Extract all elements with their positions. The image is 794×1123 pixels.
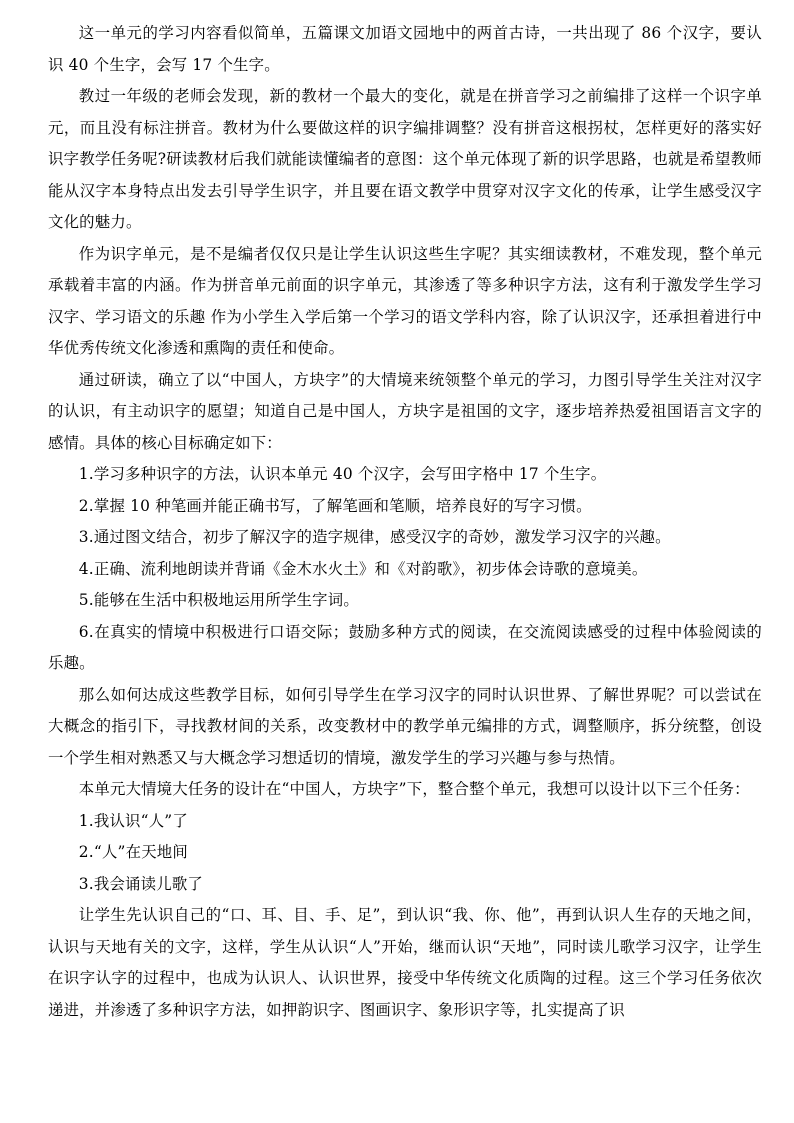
goal-item-6: 6.在真实的情境中积极进行口语交际；鼓励多种方式的阅读，在交流阅读感受的过程中体验阅读的乐趣。 xyxy=(48,622,762,672)
goal-item-5: 5.能够在生活中积极地运用所学生字词。 xyxy=(78,591,359,609)
paragraph-unit-overview: 这一单元的学习内容看似简单，五篇课文加语文园地中的两首古诗，一共出现了 86 个汉字，要认识 40 个生字，会写 17 个生字。 xyxy=(48,24,762,74)
document-body xyxy=(48,18,762,1026)
goal-item-4: 4.正确、流利地朗读并背诵《金木水火土》和《对韵歌》，初步体会诗歌的意境美。 xyxy=(78,559,648,578)
paragraph-textbook-change: 教过一年级的老师会发现，新的教材一个最大的变化，就是在拼音学习之前编排了这样一个识字单元，而且没有标注拼音。教材为什么要做这样的识字编排调整？没有拼音这根拐杖，怎样更好的落实好识字教学任务呢?研读教材后我们就能读懂编者的意图：这个单元体现了新的识学思路，也就是希望教师能从汉字本身特点出发去引导学生识字，并且要在语文教学中贯穿对汉字文化的传承，让学生感受汉字文化的魅力。 xyxy=(48,87,762,231)
goal-item-1: 1.学习多种识字的方法，认识本单元 40 个汉字，会写田字格中 17 个生字。 xyxy=(78,465,607,483)
paragraph-task-progression: 让学生先认识自己的“口、耳、目、手、足”，到认识“我、你、他”，再到认识人生存的天地之间，认识与天地有关的文字，这样，学生从认识“人”开始，继而认识“天地”，同时读儿歌学习汉字，让学生在识字认字的过程中，也成为认识人、认识世界，接受中华传统文化质陶的过程。这三个学习任务依次递进，并渗透了多种识字方法，如押韵识字、图画识字、象形识字等，扎实提高了识 xyxy=(48,906,762,1019)
task-item-2: 2.“人”在天地间 xyxy=(78,843,188,861)
task-item-1: 1.我认识“人”了 xyxy=(78,811,188,830)
paragraph-task-design: 本单元大情境大任务的设计在“中国人，方块字”下，整合整个单元，我想可以设计以下三个任务： xyxy=(78,780,750,798)
paragraph-approach: 那么如何达成这些教学目标，如何引导学生在学习汉字的同时认识世界、了解世界呢？可以尝试在大概念的指引下，寻找教材间的关系，改变教材中的教学单元编排的方式，调整顺序，拆分统整，创设一个学生相对熟悉又与大概念学习想适切的情境，激发学生的学习兴趣与参与热情。 xyxy=(48,685,762,767)
paragraph-core-goals-intro: 通过研读，确立了以“中国人，方块字”的大情境来统领整个单元的学习，力图引导学生关注对汉字的认识，有主动识字的愿望；知道自己是中国人，方块字是祖国的文字，逐步培养热爱祖国语言文字的感情。具体的核心目标确定如下： xyxy=(48,370,762,452)
paragraph-unit-connotation: 作为识字单元，是不是编者仅仅只是让学生认识这些生字呢？其实细读教材，不难发现，整个单元承载着丰富的内涵。作为拼音单元前面的识字单元，其渗透了等多种识字方法，这有利于激发学生学习汉字、学习语文的乐趣 作为小学生入学后第一个学习的语文学科内容，除了认识汉字，还承担着进行中华优秀传统文化渗透和熏陶的责任和使命。 xyxy=(48,244,762,357)
goal-item-3: 3.通过图文结合，初步了解汉字的造字规律，感受汉字的奇妙，激发学习汉字的兴趣。 xyxy=(78,528,671,546)
goal-item-2: 2.掌握 10 种笔画并能正确书写，了解笔画和笔顺，培养良好的写字习惯。 xyxy=(78,496,592,515)
task-item-3: 3.我会诵读儿歌了 xyxy=(78,874,204,893)
